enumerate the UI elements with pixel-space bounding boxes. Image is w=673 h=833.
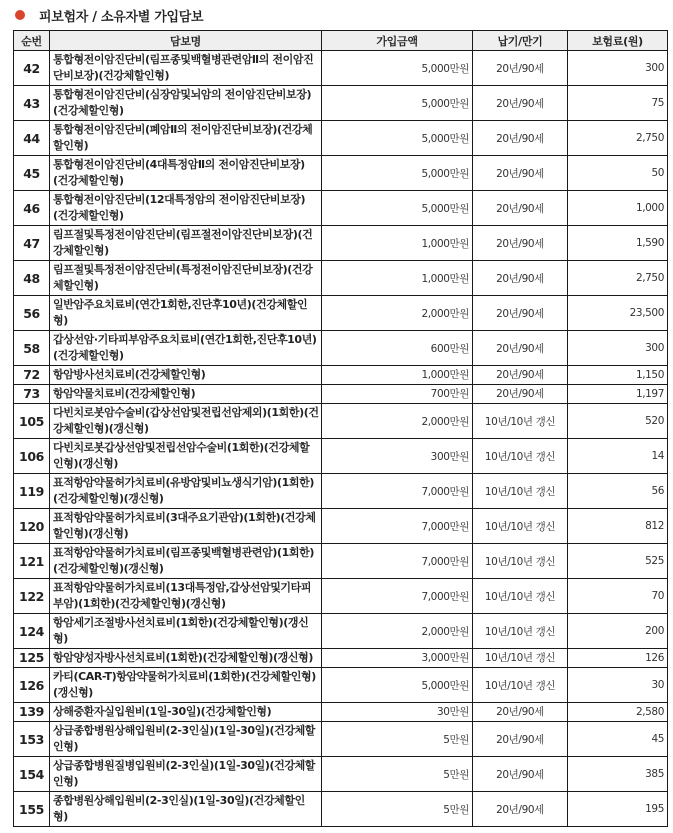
table-row (14, 261, 668, 296)
table-row (14, 579, 668, 614)
coverage-amount: 2,000만원 (322, 296, 473, 331)
premium-amount: 2,580 (568, 703, 668, 722)
coverage-amount: 7,000만원 (322, 509, 473, 544)
coverage-amount: 5,000만원 (322, 121, 473, 156)
coverage-name: 항암양성자방사선치료비(1회한)(건강체할인형)(갱신형) (50, 649, 322, 668)
payment-term: 20년/90세 (473, 191, 568, 226)
premium-amount: 126 (568, 649, 668, 668)
table-row (14, 156, 668, 191)
row-number: 120 (14, 509, 50, 544)
payment-term: 10년/10년 갱신 (473, 439, 568, 474)
payment-term: 10년/10년 갱신 (473, 579, 568, 614)
coverage-amount: 1,000만원 (322, 226, 473, 261)
row-number: 125 (14, 649, 50, 668)
payment-term: 20년/90세 (473, 366, 568, 385)
table-header-row (14, 31, 668, 51)
coverage-name: 항암방사선치료비(건강체할인형) (50, 366, 322, 385)
coverage-amount: 5,000만원 (322, 156, 473, 191)
coverage-amount: 5만원 (322, 757, 473, 792)
table-row (14, 474, 668, 509)
premium-amount: 56 (568, 474, 668, 509)
payment-term: 20년/90세 (473, 86, 568, 121)
row-number: 155 (14, 792, 50, 827)
row-number: 44 (14, 121, 50, 156)
table-row (14, 385, 668, 404)
coverage-amount: 1,000만원 (322, 261, 473, 296)
row-number: 46 (14, 191, 50, 226)
payment-term: 20년/90세 (473, 722, 568, 757)
coverage-name: 종합병원상해입원비(2-3인실)(1일-30일)(건강체할인형) (50, 792, 322, 827)
table-row (14, 792, 668, 827)
table-row (14, 226, 668, 261)
table-row (14, 121, 668, 156)
payment-term: 20년/90세 (473, 331, 568, 366)
premium-amount: 2,750 (568, 261, 668, 296)
row-number: 139 (14, 703, 50, 722)
premium-amount: 30 (568, 668, 668, 703)
table-row (14, 544, 668, 579)
header-amount: 가입금액 (322, 31, 473, 51)
row-number: 106 (14, 439, 50, 474)
payment-term: 20년/90세 (473, 792, 568, 827)
premium-amount: 195 (568, 792, 668, 827)
coverage-amount: 7,000만원 (322, 579, 473, 614)
row-number: 72 (14, 366, 50, 385)
table-row (14, 439, 668, 474)
coverage-amount: 1,000만원 (322, 366, 473, 385)
premium-amount: 1,000 (568, 191, 668, 226)
premium-amount: 45 (568, 722, 668, 757)
coverage-amount: 5,000만원 (322, 86, 473, 121)
coverage-name: 상급종합병원질병입원비(2-3인실)(1일-30일)(건강체할인형) (50, 757, 322, 792)
coverage-name: 상해중환자실입원비(1일-30일)(건강체할인형) (50, 703, 322, 722)
row-number: 154 (14, 757, 50, 792)
table-body (14, 51, 668, 827)
coverage-name: 갑상선암·기타피부암주요치료비(연간1회한,진단후10년)(건강체할인형) (50, 331, 322, 366)
table-row (14, 331, 668, 366)
coverage-table (13, 30, 668, 827)
row-number: 45 (14, 156, 50, 191)
premium-amount: 520 (568, 404, 668, 439)
table-row (14, 703, 668, 722)
table-row (14, 668, 668, 703)
table-row (14, 509, 668, 544)
table-row (14, 614, 668, 649)
coverage-amount: 5,000만원 (322, 191, 473, 226)
payment-term: 20년/90세 (473, 226, 568, 261)
coverage-name: 통합형전이암진단비(12대특정암의 전이암진단비보장)(건강체할인형) (50, 191, 322, 226)
coverage-amount: 5만원 (322, 722, 473, 757)
table-row (14, 722, 668, 757)
coverage-amount: 300만원 (322, 439, 473, 474)
payment-term: 10년/10년 갱신 (473, 509, 568, 544)
row-number: 122 (14, 579, 50, 614)
coverage-name: 항암약물치료비(건강체할인형) (50, 385, 322, 404)
table-row (14, 649, 668, 668)
header-premium: 보험료(원) (568, 31, 668, 51)
payment-term: 10년/10년 갱신 (473, 404, 568, 439)
row-number: 126 (14, 668, 50, 703)
table-row (14, 51, 668, 86)
coverage-amount: 7,000만원 (322, 544, 473, 579)
payment-term: 20년/90세 (473, 51, 568, 86)
coverage-name: 항암세기조절방사선치료비(1회한)(건강체할인형)(갱신형) (50, 614, 322, 649)
coverage-name: 다빈치로봇갑상선암및전립선암수술비(1회한)(건강체할인형)(갱신형) (50, 439, 322, 474)
header-term: 납기/만기 (473, 31, 568, 51)
payment-term: 10년/10년 갱신 (473, 649, 568, 668)
payment-term: 20년/90세 (473, 703, 568, 722)
header-name: 담보명 (50, 31, 322, 51)
coverage-amount: 5,000만원 (322, 668, 473, 703)
payment-term: 10년/10년 갱신 (473, 544, 568, 579)
coverage-name: 표적항암약물허가치료비(13대특정암,갑상선암및기타피부암)(1회한)(건강체할인형)(갱신형) (50, 579, 322, 614)
premium-amount: 1,197 (568, 385, 668, 404)
coverage-name: 림프절및특정전이암진단비(림프절전이암진단비보장)(건강체할인형) (50, 226, 322, 261)
premium-amount: 525 (568, 544, 668, 579)
premium-amount: 1,590 (568, 226, 668, 261)
coverage-amount: 30만원 (322, 703, 473, 722)
header-no: 순번 (14, 31, 50, 51)
coverage-name: 통합형전이암진단비(림프종및백혈병관련암Ⅱ의 전이암진단비보장)(건강체할인형) (50, 51, 322, 86)
row-number: 58 (14, 331, 50, 366)
table-row (14, 191, 668, 226)
row-number: 153 (14, 722, 50, 757)
payment-term: 10년/10년 갱신 (473, 668, 568, 703)
coverage-amount: 600만원 (322, 331, 473, 366)
coverage-amount: 5만원 (322, 792, 473, 827)
coverage-name: 표적항암약물허가치료비(3대주요기관암)(1회한)(건강체할인형)(갱신형) (50, 509, 322, 544)
coverage-name: 표적항암약물허가치료비(유방암및비뇨생식기암)(1회한)(건강체할인형)(갱신형) (50, 474, 322, 509)
payment-term: 20년/90세 (473, 261, 568, 296)
coverage-name: 통합형전이암진단비(폐암Ⅱ의 전이암진단비보장)(건강체할인형) (50, 121, 322, 156)
row-number: 124 (14, 614, 50, 649)
coverage-name: 일반암주요치료비(연간1회한,진단후10년)(건강체할인형) (50, 296, 322, 331)
premium-amount: 300 (568, 331, 668, 366)
payment-term: 20년/90세 (473, 296, 568, 331)
coverage-amount: 5,000만원 (322, 51, 473, 86)
row-number: 119 (14, 474, 50, 509)
coverage-name: 표적항암약물허가치료비(림프종및백혈병관련암)(1회한)(건강체할인형)(갱신형) (50, 544, 322, 579)
table-row (14, 366, 668, 385)
coverage-amount: 2,000만원 (322, 614, 473, 649)
section-title: 피보험자 / 소유자별 가입담보 (39, 9, 204, 25)
row-number: 73 (14, 385, 50, 404)
coverage-name: 림프절및특정전이암진단비(특정전이암진단비보장)(건강체할인형) (50, 261, 322, 296)
premium-amount: 300 (568, 51, 668, 86)
premium-amount: 385 (568, 757, 668, 792)
premium-amount: 23,500 (568, 296, 668, 331)
premium-amount: 14 (568, 439, 668, 474)
coverage-name: 다빈치로봇암수술비(갑상선암및전립선암제외)(1회한)(건강체할인형)(갱신형) (50, 404, 322, 439)
coverage-amount: 7,000만원 (322, 474, 473, 509)
row-number: 47 (14, 226, 50, 261)
payment-term: 10년/10년 갱신 (473, 614, 568, 649)
row-number: 121 (14, 544, 50, 579)
row-number: 43 (14, 86, 50, 121)
premium-amount: 200 (568, 614, 668, 649)
row-number: 42 (14, 51, 50, 86)
coverage-name: 통합형전이암진단비(4대특정암Ⅱ의 전이암진단비보장)(건강체할인형) (50, 156, 322, 191)
premium-amount: 2,750 (568, 121, 668, 156)
table-row (14, 86, 668, 121)
bullet-dot-icon (15, 10, 25, 20)
row-number: 56 (14, 296, 50, 331)
table-row (14, 404, 668, 439)
premium-amount: 75 (568, 86, 668, 121)
coverage-name: 통합형전이암진단비(심장암및뇌암의 전이암진단비보장)(건강체할인형) (50, 86, 322, 121)
table-row (14, 757, 668, 792)
premium-amount: 1,150 (568, 366, 668, 385)
premium-amount: 50 (568, 156, 668, 191)
coverage-name: 상급종합병원상해입원비(2-3인실)(1일-30일)(건강체할인형) (50, 722, 322, 757)
payment-term: 10년/10년 갱신 (473, 474, 568, 509)
payment-term: 20년/90세 (473, 757, 568, 792)
coverage-amount: 700만원 (322, 385, 473, 404)
row-number: 48 (14, 261, 50, 296)
payment-term: 20년/90세 (473, 121, 568, 156)
premium-amount: 70 (568, 579, 668, 614)
payment-term: 20년/90세 (473, 385, 568, 404)
coverage-amount: 3,000만원 (322, 649, 473, 668)
payment-term: 20년/90세 (473, 156, 568, 191)
table-row (14, 296, 668, 331)
premium-amount: 812 (568, 509, 668, 544)
coverage-amount: 2,000만원 (322, 404, 473, 439)
row-number: 105 (14, 404, 50, 439)
section-header (13, 4, 203, 26)
coverage-name: 카티(CAR-T)항암약물허가치료비(1회한)(건강체할인형)(갱신형) (50, 668, 322, 703)
